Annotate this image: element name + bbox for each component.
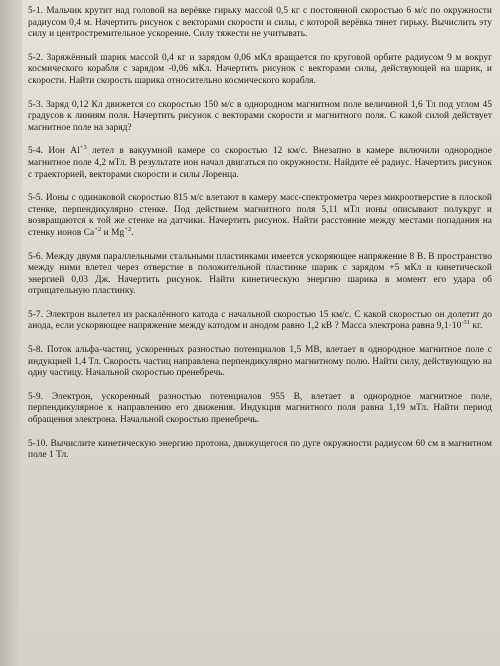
problem-text: Заряд 0,12 Кл движется со скоростью 150 м/с в однородном магнитном поле величиной 1,6 Тл под углом 45 градусов к линиям поля. Начертить рисунок с векторами скорости и магнитного поля. С какой силой действует магнитное поле на заряд? (28, 99, 492, 133)
problem-text-mid: и Mg (101, 227, 125, 238)
page-shadow (0, 0, 22, 666)
problem-number: 5-1. (28, 6, 44, 16)
problem-5-3 (28, 100, 492, 135)
problem-5-10 (28, 439, 492, 462)
problem-text-cont: . (131, 227, 134, 238)
problem-5-1 (28, 6, 492, 41)
problem-text: Между двумя параллельными стальными пластинками имеется ускоряющее напряжение 8 В. В пространство между ними влетел через отверстие в положительной пластинке шарик с зарядом +5 мКл и кинетической энергией 0,03 Дж. Начертить рисунок. Найти кинетическую энергию шарика в момент его удара об отрицательную пластинку. (28, 251, 492, 297)
problem-text: Ион Al (48, 146, 80, 157)
exponent-superscript: -31 (461, 319, 471, 327)
problem-number: 5-4. (28, 146, 44, 157)
problem-5-6 (28, 252, 492, 298)
problem-number: 5-6. (28, 251, 44, 262)
problem-text: Мальчик крутит над головой на верёвке гирьку массой 0,5 кг с постоянной скоростью 6 м/с по окружности радиусом 0,4 м. Начертить рисунок с векторами скорости и силы, с которой верёвка тянет гирьку. Вычислить эту силу и центростремительное ускорение. Силу тяжести не учитывать. (28, 6, 492, 40)
problem-5-2 (28, 53, 492, 88)
charge-superscript: +2 (94, 225, 102, 233)
problem-number: 5-2. (28, 52, 44, 63)
problem-number: 5-7. (28, 309, 44, 320)
problem-5-8 (28, 345, 492, 380)
problem-number: 5-10. (28, 438, 48, 449)
problem-text: Поток альфа-частиц, ускоренных разностью потенциалов 1,5 МВ, влетает в однородное магнитное поле с индукцией 1,4 Тл. Скорость частиц направлена перпендикулярно магнитному полю. Найти силу, действующую на одну частицу. Начальной скоростью пренебречь. (28, 345, 492, 379)
problem-number: 5-8. (28, 345, 44, 356)
charge-superscript: +3 (79, 144, 87, 152)
problem-number: 5-3. (28, 99, 44, 110)
problem-text: Вычислите кинетическую энергию протона, движущегося по дуге окружности радиусом 60 см в магнитном поле 1 Тл. (28, 438, 492, 461)
problem-text-cont: кг. (470, 321, 483, 332)
problem-text: Электрон, ускоренный разностью потенциалов 955 В, влетает в однородное магнитное поле, перпендикулярное к направлению его движения. Индукция магнитного поля равна 1,19 мТл. Найти период обращения электрона. Начальной скоростью пренебречь. (28, 391, 492, 426)
problem-5-4 (28, 146, 492, 181)
problem-text: Ионы с одинаковой скоростью 815 м/с влетают в камеру масс-спектрометра через микроотверстие в плоской стенке, перпендикулярно стенке. Под действием магнитного поля 5,11 мТл ионы описывают полукруг и возвращаются к той же стенке на датчики. Начертить рисунок. Найти расстояние между местами попадания на стенку ионов Ca (28, 193, 492, 238)
problem-number: 5-5. (28, 193, 44, 204)
charge-superscript: +2 (124, 225, 132, 233)
problem-number: 5-9. (28, 391, 44, 402)
problem-text: Заряжённый шарик массой 0,4 кг и зарядом 0,06 мКл вращается по круговой орбите радиусом 9 м вокруг космического корабля с зарядом -0,06 мКл. Начертить рисунок с векторами силы, действующей на шарик, и скорости. Найти скорость шарика относительно космического корабля. (28, 52, 492, 86)
problem-5-7 (28, 310, 492, 333)
problem-text: Электрон вылетел из раскалённого катода с начальной скоростью 15 км/с. С какой скоростью он долетит до анода, если ускоряющее напряжение между катодом и анодом равно 1,2 кВ ? Масса электрона равна 9,1·10 (28, 309, 492, 332)
problem-text-cont: летел в вакуумной камере со скоростью 12 км/с. Внезапно в камере включили однородное магнитное поле 4,2 мТл. В результате ион начал двигаться по окружности. Найдите её радиус. Начертить рисунок с траекторией, векторами скорости и силы Лоренца. (28, 146, 492, 180)
problem-5-9 (28, 392, 492, 427)
problem-5-5 (28, 193, 492, 239)
